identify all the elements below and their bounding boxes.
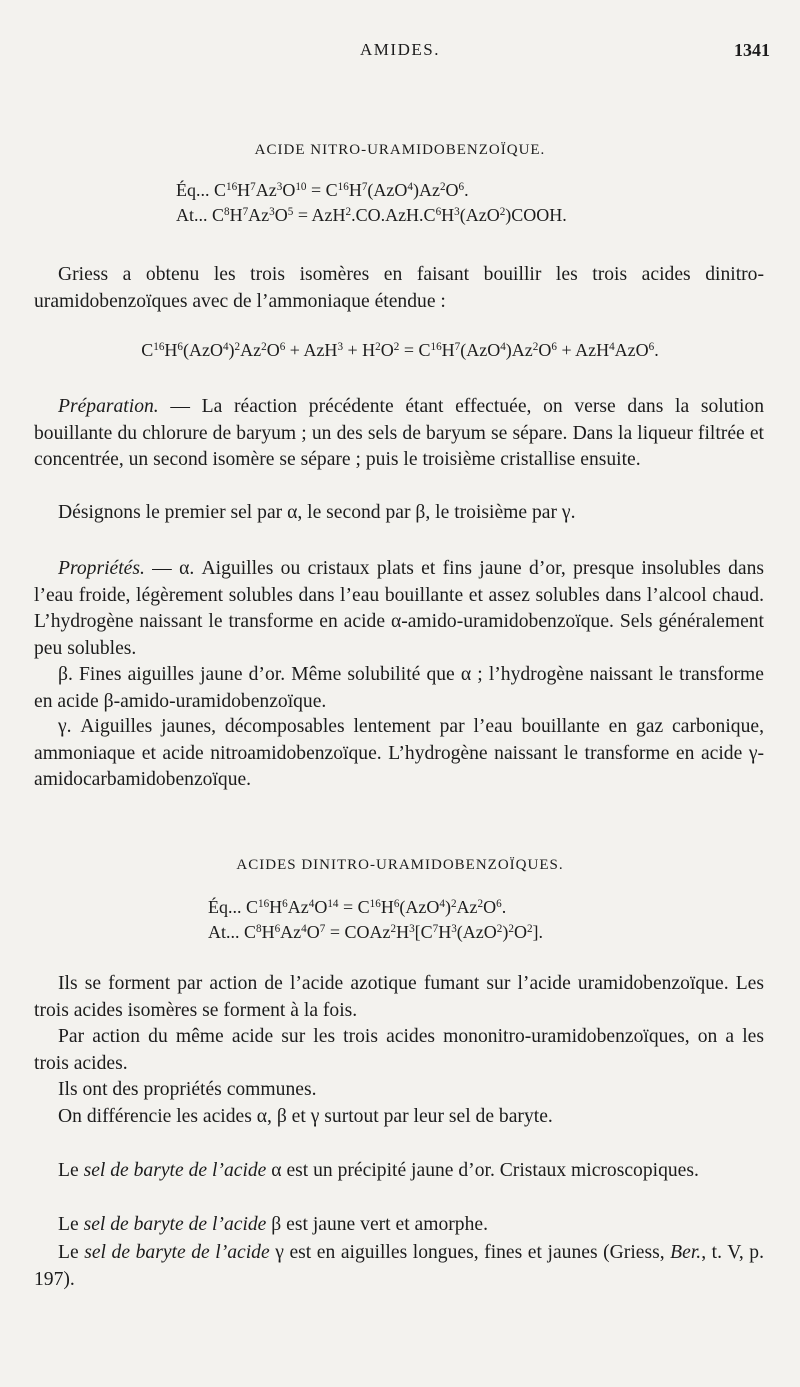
paragraph-intro: Griess a obtenu les trois isomères en faisant bouillir les trois acides dinitro-uramidobenzoïques avec de l’ammoniaque étendue :	[34, 264, 764, 312]
formula-equivalent-nitro: Éq... $C^{16}H^7Az^3O^{10} = C^{16}H^7(AzO^4)Az^2O^6$.	[176, 180, 469, 200]
formula-at-label: At...	[208, 922, 240, 942]
proprietes-label: Propriétés.	[58, 558, 145, 579]
paragraph-differencie: On différencie les acides α, β et γ surtout par leur sel de baryte.	[58, 1106, 553, 1127]
paragraph-formation: Ils se forment par action de l’acide azotique fumant sur l’acide uramidobenzoïque. Les trois acides isomères se forment à la fois.	[34, 973, 764, 1021]
formula-equivalent-dinitro: Éq... $C^{16}H^6Az^4O^{14} = C^{16}H^6(AzO^4)^2Az^2O^6$.	[208, 897, 507, 917]
section-title-nitro: ACIDE NITRO-URAMIDOBENZOÏQUE.	[254, 142, 546, 158]
sel-gamma-italic: sel de baryte de l’acide	[84, 1242, 270, 1263]
sel-gamma-post: γ est en aiguilles longues, fines et jaunes (Griess,	[269, 1242, 671, 1263]
paragraph-beta: β. Fines aiguilles jaune d’or. Même solubilité que α ; l’hydrogène naissant le transforme en acide β-amido-uramidobenzoïque.	[34, 664, 764, 712]
formula-at-label: At...	[176, 205, 208, 225]
paragraph-gamma: γ. Aiguilles jaunes, décomposables lentement par l’eau bouillante en gaz carbonique, ammoniaque et acide nitroamidobenzoïque. L’hydrogène naissant le transforme en acide γ-amidocarbamidobenzoïque.	[34, 716, 764, 790]
preparation-text: — La réaction précédente étant effectuée, on verse dans la solution bouillante du chlorure de baryum ; un des sels de baryum se sépare. Dans la liqueur filtrée et concentrée, un second isomère se sépare ; puis le troisième cristallise ensuite.	[34, 396, 764, 470]
page-number: 1341	[734, 40, 770, 60]
sel-alpha-post: α est un précipité jaune d’or. Cristaux microscopiques.	[266, 1160, 699, 1181]
paragraph-preparation	[34, 394, 764, 474]
alpha-text: — α. Aiguilles ou cristaux plats et fins jaune d’or, presque insolubles dans l’eau froide, légèrement solubles dans l’eau bouillante et assez solubles dans l’alcool chaud. L’hydrogène naissant le transforme en acide α-amido-uramidobenzoïque. Sels généralement peu solubles.	[34, 558, 764, 659]
paragraph-sel-beta	[34, 1212, 764, 1239]
sel-gamma-ref-post: , t. V, p. 197).	[34, 1242, 764, 1290]
formula-eq-label: Éq...	[176, 180, 210, 200]
sel-beta-post: β est jaune vert et amorphe.	[266, 1214, 488, 1235]
paragraph-communes: Ils ont des propriétés communes.	[58, 1079, 317, 1100]
reaction-equation: $C^{16}H^6(AzO^4)^2Az^2O^6 + AzH^3 + H^2O^2 = C^{16}H^7(AzO^4)Az^2O^6 + AzH^4AzO^6$.	[141, 340, 659, 360]
formula-atomic-dinitro: At... $C^8H^6Az^4O^7$ = $COAz^2H^3[C^7H^3(AzO^2)^2O^2]$.	[208, 922, 544, 942]
sel-alpha-italic: sel de baryte de l’acide	[83, 1160, 267, 1181]
sel-beta-pre: Le	[58, 1214, 84, 1235]
paragraph-mononitro: Par action du même acide sur les trois acides mononitro-uramidobenzoïques, on a les trois acides.	[34, 1026, 764, 1074]
formula-eq-label: Éq...	[208, 897, 242, 917]
section-title-dinitro: ACIDES DINITRO-URAMIDOBENZOÏQUES.	[236, 857, 564, 873]
sel-gamma-pre: Le	[58, 1242, 85, 1263]
running-head	[0, 40, 800, 64]
sel-gamma-ref: Ber.	[670, 1242, 702, 1263]
paragraph-sel-alpha	[34, 1158, 764, 1185]
running-head-title: AMIDES.	[360, 40, 440, 59]
paragraph-designation: Désignons le premier sel par α, le second par β, le troisième par γ.	[58, 502, 576, 523]
sel-alpha-pre: Le	[58, 1160, 84, 1181]
sel-beta-italic: sel de baryte de l’acide	[83, 1214, 267, 1235]
paragraph-sel-gamma	[34, 1240, 764, 1293]
preparation-label: Préparation.	[58, 396, 159, 417]
paragraph-proprietes-alpha	[34, 556, 764, 662]
formula-atomic-nitro: At... $C^8H^7Az^3O^5$ = $AzH^2.CO.AzH.C^6H^3(AzO^2)COOH$.	[176, 205, 567, 225]
